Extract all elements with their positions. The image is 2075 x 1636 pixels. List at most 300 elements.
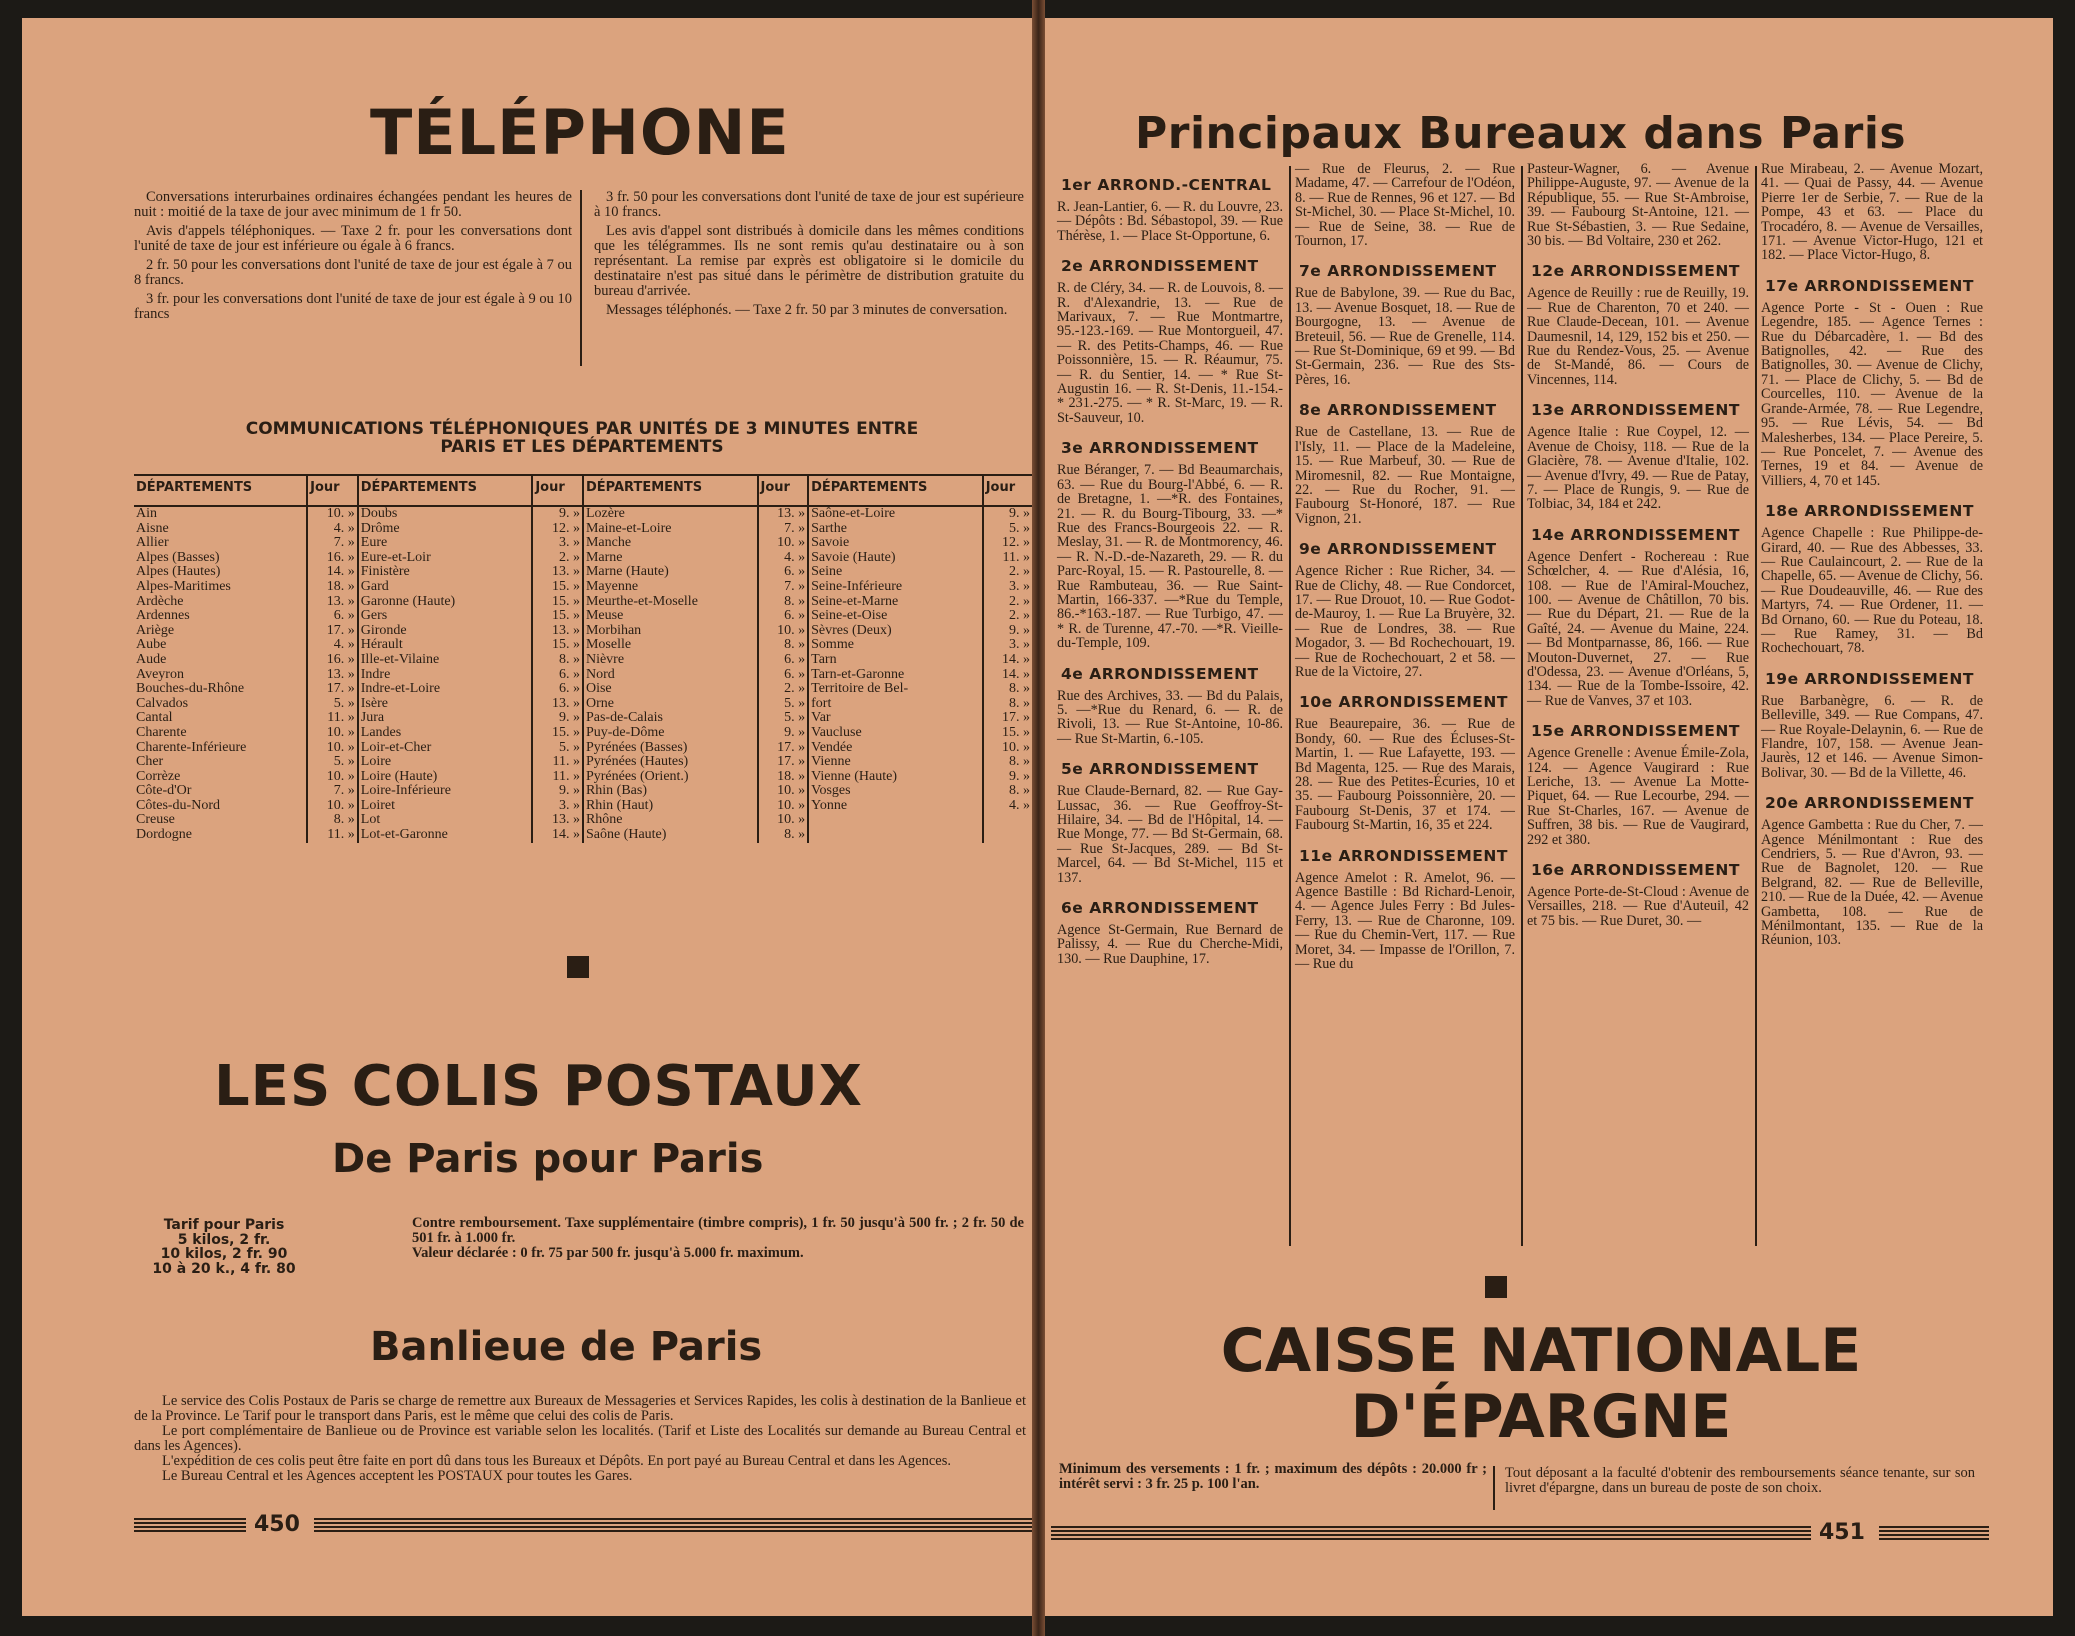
dept-name-cell: Loire (Haute) bbox=[358, 770, 533, 785]
arrondissement-heading: 6e ARRONDISSEMENT bbox=[1061, 899, 1259, 918]
valeur-declaree-text: Valeur déclarée : 0 fr. 75 par 500 fr. jusqu'à 5.000 fr. maximum. bbox=[412, 1245, 804, 1261]
dept-rate-cell: 7. » bbox=[307, 784, 358, 799]
dept-rate-cell: 7. » bbox=[758, 580, 809, 595]
bureaux-title: Principaux Bureaux dans Paris bbox=[1135, 108, 1907, 159]
table-row bbox=[134, 536, 1032, 551]
tarif-line: 5 kilos, 2 fr. bbox=[177, 1231, 271, 1248]
dept-rate-cell: 8. » bbox=[307, 813, 358, 828]
dept-name-cell: Maine-et-Loire bbox=[583, 522, 758, 537]
dept-name-cell: Charente bbox=[136, 724, 187, 740]
table-row bbox=[134, 697, 1032, 712]
dept-rate-cell: 18. » bbox=[307, 580, 358, 595]
dept-name-cell: Cher bbox=[136, 754, 164, 770]
book-gutter bbox=[1032, 0, 1045, 1636]
dept-name-cell: Corrèze bbox=[136, 768, 181, 784]
bureaux-column-1 bbox=[1057, 162, 1283, 966]
bureau-list: — Rue de Fleurus, 2. — Rue Madame, 47. — Carrefour de l'Odéon, 8. — Rue de Rennes, 96 et 127. — Bd St-Michel, 30. — Place St-Michel, 10. — Rue de Seine, 38. — Rue de Tournon, 17. bbox=[1295, 161, 1515, 250]
intro-para: Les avis d'appel sont distribués à domicile dans les mêmes conditions que les télégrammes. Ils ne sont remis qu'au destinataire ou à son représentant. La remise par exprès est obligatoire si le domicile du destinataire n'est pas situé dans le périmètre de distribution gratuite du bureau d'arrivée. bbox=[594, 223, 1024, 299]
dept-rate-cell: 12. » bbox=[983, 536, 1032, 551]
remboursement-text: Contre remboursement. Taxe supplémentaire (timbre compris), 1 fr. 50 jusqu'à 500 fr. ; 2 fr. 50 de 501 fr. à 1.000 fr. bbox=[412, 1215, 1024, 1246]
dept-rate-cell: 6. » bbox=[307, 609, 358, 624]
dept-rate-cell: 3. » bbox=[532, 799, 583, 814]
arrondissement-heading: 12e ARRONDISSEMENT bbox=[1531, 262, 1740, 281]
table-row bbox=[134, 565, 1032, 580]
dept-rate-cell: 5. » bbox=[983, 522, 1032, 537]
dept-name-cell: Cantal bbox=[136, 710, 173, 726]
table-row bbox=[134, 799, 1032, 814]
dept-name-cell: Vienne bbox=[808, 755, 983, 770]
bureau-list: R. Jean-Lantier, 6. — R. du Louvre, 23. — Dépôts : Bd. Sébastopol, 39. — Rue Thérèse, 1. — Place St-Opportune, 6. bbox=[1057, 199, 1283, 244]
departments-table-body bbox=[134, 506, 1032, 843]
dept-rate-cell: 14. » bbox=[983, 668, 1032, 683]
arrondissement-heading: 3e ARRONDISSEMENT bbox=[1061, 439, 1259, 458]
footer-rule bbox=[1051, 1526, 1811, 1540]
dept-name-cell: Isère bbox=[358, 697, 533, 712]
dept-name-cell: Seine-et-Oise bbox=[808, 609, 983, 624]
dept-rate-cell: 5. » bbox=[758, 697, 809, 712]
section-bullet-icon bbox=[567, 956, 589, 978]
dept-name-cell: Vienne (Haute) bbox=[808, 770, 983, 785]
tarif-line: 10 kilos, 2 fr. 90 bbox=[160, 1246, 288, 1262]
dept-rate-cell: 11. » bbox=[532, 770, 583, 785]
dept-rate-cell: 8. » bbox=[983, 697, 1032, 712]
arrondissement-heading: 4e ARRONDISSEMENT bbox=[1061, 664, 1259, 683]
footer-rule bbox=[1879, 1526, 1989, 1540]
dept-rate-cell: 13. » bbox=[532, 565, 583, 580]
bureau-list: Agence Chapelle : Rue Philippe-de-Girard, 40. — Rue des Abbesses, 33. — Rue Caulaincourt, 2. — Rue de la Chapelle, 65. — Avenue de Clichy, 56. — Rue Doudeauville, 46. — Rue des Martyrs, 74. — Rue Ordener, 11. — Bd Ornano, 60. — Rue du Poteau, 18. — Rue Ramey, 31. — Bd Rochechouart, 78. bbox=[1761, 525, 1983, 657]
dept-rate-cell: 13. » bbox=[532, 697, 583, 712]
dept-rate-cell: 17. » bbox=[758, 755, 809, 770]
table-row bbox=[134, 609, 1032, 624]
epargne-divider bbox=[1493, 1466, 1495, 1510]
dept-name-cell: Eure-et-Loir bbox=[358, 551, 533, 566]
dept-name-cell: Saône-et-Loire bbox=[808, 506, 983, 522]
dept-rate-cell: 4. » bbox=[758, 551, 809, 566]
dept-name-cell: Doubs bbox=[358, 506, 533, 522]
dept-name-cell: Var bbox=[808, 711, 983, 726]
intro-para: 2 fr. 50 pour les conversations dont l'unité de taxe de jour est égale à 7 ou 8 francs. bbox=[134, 257, 572, 288]
dept-rate-cell: 15. » bbox=[532, 726, 583, 741]
dept-rate-cell: 13. » bbox=[758, 506, 809, 522]
departments-table-wrap bbox=[134, 474, 1032, 843]
dept-rate-cell: 3. » bbox=[983, 580, 1032, 595]
telephone-intro-col1 bbox=[134, 190, 572, 322]
dept-rate-cell: 13. » bbox=[532, 813, 583, 828]
col-header-jour: Jour bbox=[532, 475, 583, 506]
col-header-dept: DÉPARTEMENTS bbox=[134, 475, 307, 506]
dept-name-cell: Lozère bbox=[583, 506, 758, 522]
arrondissement-heading: 17e ARRONDISSEMENT bbox=[1765, 276, 1974, 295]
bureau-list: Rue Barbanègre, 6. — R. de Belleville, 349. — Rue Compans, 47. — Rue Royale-Delaynin, 6. — Rue de Flandre, 107, 158. — Avenue Jean-Jaurès, 12 et 146. — Avenue Simon-Bolivar, 30. — Bd de la Villette, 46. bbox=[1761, 692, 1983, 781]
epargne-left-text: Minimum des versements : 1 fr. ; maximum des dépôts : 20.000 fr ; intérêt servi : 3 fr. 25 p. 100 l'an. bbox=[1059, 1461, 1487, 1492]
table-row bbox=[134, 726, 1032, 741]
bureau-list: Rue Béranger, 7. — Bd Beaumarchais, 63. — Rue du Bourg-l'Abbé, 6. — R. de Bretagne, 1. —*R. des Fontaines, 21. — R. du Bourg-Tibourg, 33. —* Rue des Francs-Bourgeois 22. — R. Meslay, 31. — R. de Montmorency, 46. — R. N.-D.-de-Nazareth, 29. — R. du Parc-Royal, 15. — R. Pastourelle, 8. — Rue Rambuteau, 36. — Rue Saint-Martin, 166-337. —*Rue du Temple, 86.-*163.-187. — Rue Turbigo, 47. — * R. de Turenne, 47.-70. —*R. Vieille-du-Temple, 109. bbox=[1057, 462, 1283, 652]
dept-rate-cell: 6. » bbox=[532, 682, 583, 697]
dept-rate-cell: 9. » bbox=[758, 726, 809, 741]
dept-rate-cell: 10. » bbox=[307, 770, 358, 785]
dept-name-cell: Hérault bbox=[358, 638, 533, 653]
dept-rate-cell: 5. » bbox=[532, 741, 583, 756]
dept-rate-cell: 13. » bbox=[307, 668, 358, 683]
bureau-list: Agence Porte - St - Ouen : Rue Legendre, 185. — Agence Ternes : Rue du Débarcadère, 1. — Bd des Batignolles, 42. — Rue des Batignolles, 30. — Avenue de Clichy, 71. — Place de Clichy, 5. — Bd de Courcelles, 110. — Avenue de la Grande-Armée, 78. — Rue Legendre, 95. — Rue Lévis, 54. — Bd Malesherbes, 134. — Place Pereire, 5. — Rue Poncelet, 7. — Avenue des Ternes, 19 et 84. — Avenue de Villiers, 4, 70 et 145. bbox=[1761, 299, 1983, 489]
table-row bbox=[134, 711, 1032, 726]
page-number: 451 bbox=[1819, 1520, 1865, 1545]
dept-rate-cell: 4. » bbox=[983, 799, 1032, 814]
dept-rate-cell: 10. » bbox=[758, 624, 809, 639]
dept-rate-cell: 14. » bbox=[307, 565, 358, 580]
dept-name-cell: Tarn-et-Garonne bbox=[808, 668, 983, 683]
dept-rate-cell: 15. » bbox=[532, 580, 583, 595]
dept-rate-cell: 15. » bbox=[532, 595, 583, 610]
dept-name-cell: Pas-de-Calais bbox=[583, 711, 758, 726]
bureau-list: Agence Italie : Rue Coypel, 12. — Avenue de Choisy, 118. — Rue de la Glacière, 78. — Avenue d'Italie, 102. — Avenue d'Ivry, 49. — Rue de Patay, 7. — Place de Rungis, 9. — Rue de Tolbiac, 34, 184 et 242. bbox=[1527, 424, 1749, 513]
table-header-row bbox=[134, 475, 1032, 506]
column-divider bbox=[1521, 166, 1523, 1246]
dept-name-cell: Saône (Haute) bbox=[583, 828, 758, 843]
dept-name-cell: Moselle bbox=[583, 638, 758, 653]
dept-name-cell: Aisne bbox=[136, 520, 169, 536]
dept-name-cell: Ardennes bbox=[136, 608, 190, 624]
dept-rate-cell: 2. » bbox=[532, 551, 583, 566]
dept-rate-cell: 3. » bbox=[532, 536, 583, 551]
dept-name-cell: Aveyron bbox=[136, 666, 184, 682]
dept-rate-cell: 10. » bbox=[758, 784, 809, 799]
dept-rate-cell: 13. » bbox=[532, 624, 583, 639]
dept-rate-cell: 6. » bbox=[532, 668, 583, 683]
bureau-list: Agence Grenelle : Avenue Émile-Zola, 124. — Agence Vaugirard : Rue Leriche, 13. — Avenue La Motte-Piquet, 64. — Rue Lecourbe, 294. — Rue St-Charles, 167. — Avenue de Suffren, 38 bis. — Rue de Vaugirard, 292 et 380. bbox=[1527, 745, 1749, 848]
dept-rate-cell: 17. » bbox=[307, 682, 358, 697]
dept-name-cell: Pyrénées (Basses) bbox=[583, 741, 758, 756]
arrondissement-heading: 9e ARRONDISSEMENT bbox=[1299, 540, 1497, 559]
dept-name-cell: Côte-d'Or bbox=[136, 783, 192, 799]
col-header-jour: Jour bbox=[758, 475, 809, 506]
table-row bbox=[134, 653, 1032, 668]
dept-rate-cell bbox=[983, 828, 1032, 843]
tarif-block bbox=[124, 1218, 324, 1276]
arrondissement-heading: 10e ARRONDISSEMENT bbox=[1299, 693, 1508, 712]
col-header-dept: DÉPARTEMENTS bbox=[583, 475, 758, 506]
dept-name-cell: Meuse bbox=[583, 609, 758, 624]
dept-name-cell: Nord bbox=[583, 668, 758, 683]
dept-rate-cell: 17. » bbox=[758, 741, 809, 756]
left-page bbox=[22, 18, 1032, 1616]
arrondissement-heading: 13e ARRONDISSEMENT bbox=[1531, 401, 1740, 420]
table-row bbox=[134, 770, 1032, 785]
dept-name-cell: Marne bbox=[583, 551, 758, 566]
dept-rate-cell: 10. » bbox=[983, 741, 1032, 756]
dept-rate-cell: 11. » bbox=[983, 551, 1032, 566]
bureau-list: Agence de Reuilly : rue de Reuilly, 19. — Rue de Charenton, 70 et 240. — Rue Claude-Decean, 101. — Avenue Daumesnil, 14, 129, 152 bis et 250. — Rue du Rendez-Vous, 25. — Avenue de St-Mandé, 86. — Cours de Vincennes, 114. bbox=[1527, 285, 1749, 388]
table-row bbox=[134, 522, 1032, 537]
col-header-jour: Jour bbox=[983, 475, 1032, 506]
dept-name-cell: Dordogne bbox=[136, 827, 192, 843]
dept-rate-cell: 9. » bbox=[983, 506, 1032, 522]
dept-name-cell: Finistère bbox=[358, 565, 533, 580]
dept-name-cell: Aude bbox=[136, 651, 167, 667]
banlieue-para: Le service des Colis Postaux de Paris se charge de remettre aux Bureaux de Messageries et Services Rapides, les colis à destination de la Banlieue et de la Province. Le Tarif pour le transport dans Paris, est le même que celui des colis de Paris. bbox=[134, 1393, 1026, 1424]
dept-rate-cell: 9. » bbox=[532, 506, 583, 522]
caisse-title bbox=[1141, 1318, 1941, 1450]
arrondissement-heading: 5e ARRONDISSEMENT bbox=[1061, 760, 1259, 779]
banlieue-para: Le Bureau Central et les Agences acceptent les POSTAUX pour toutes les Gares. bbox=[162, 1468, 633, 1484]
dept-name-cell: Manche bbox=[583, 536, 758, 551]
table-row bbox=[134, 624, 1032, 639]
dept-rate-cell: 2. » bbox=[758, 682, 809, 697]
table-row bbox=[134, 595, 1032, 610]
arrondissement-heading: 7e ARRONDISSEMENT bbox=[1299, 262, 1497, 281]
dept-name-cell: Yonne bbox=[808, 799, 983, 814]
dept-name-cell: Ariège bbox=[136, 622, 175, 638]
dept-name-cell: Pyrénées (Hautes) bbox=[583, 755, 758, 770]
dept-rate-cell: 2. » bbox=[983, 595, 1032, 610]
dept-rate-cell: 15. » bbox=[532, 638, 583, 653]
dept-name-cell: Gers bbox=[358, 609, 533, 624]
dept-rate-cell: 11. » bbox=[307, 711, 358, 726]
dept-name-cell: Rhin (Bas) bbox=[583, 784, 758, 799]
dept-rate-cell: 15. » bbox=[532, 609, 583, 624]
telephone-intro-col2 bbox=[594, 190, 1024, 318]
dept-rate-cell: 8. » bbox=[758, 828, 809, 843]
dept-name-cell: Alpes-Maritimes bbox=[136, 578, 231, 594]
intro-para: Messages téléphonés. — Taxe 2 fr. 50 par 3 minutes de conversation. bbox=[606, 302, 1008, 318]
table-row bbox=[134, 828, 1032, 843]
bureau-list: Rue Claude-Bernard, 82. — Rue Gay-Lussac, 36. — Rue Geoffroy-St-Hilaire, 34. — Bd de l'Hôpital, 14. — Rue Monge, 77. — Bd St-Germain, 68. — Rue St-Jacques, 289. — Bd St-Marcel, 64. — Bd St-Michel, 115 et 137. bbox=[1057, 783, 1283, 886]
dept-rate-cell: 7. » bbox=[758, 522, 809, 537]
dept-rate-cell: 5. » bbox=[758, 711, 809, 726]
table-row bbox=[134, 668, 1032, 683]
bureaux-column-4 bbox=[1761, 162, 1983, 948]
table-row bbox=[134, 741, 1032, 756]
table-row bbox=[134, 551, 1032, 566]
table-row bbox=[134, 506, 1032, 522]
dept-name-cell: Orne bbox=[583, 697, 758, 712]
arrondissement-heading: 19e ARRONDISSEMENT bbox=[1765, 669, 1974, 688]
dept-name-cell: Ardèche bbox=[136, 593, 184, 609]
intro-para: Avis d'appels téléphoniques. — Taxe 2 fr. pour les conversations dont l'unité de taxe de jour est inférieure ou égale à 6 francs. bbox=[134, 223, 572, 254]
tarif-line: Tarif pour Paris bbox=[163, 1217, 285, 1233]
bureau-list: Rue des Archives, 33. — Bd du Palais, 5. —*Rue du Renard, 6. — R. de Rivoli, 13. — Rue St-Antoine, 10-86. — Rue St-Martin, 6.-105. bbox=[1057, 687, 1283, 747]
intro-para: Conversations interurbaines ordinaires échangées pendant les heures de nuit : moitié de la taxe de jour avec minimum de 1 fr 50. bbox=[134, 189, 572, 220]
dept-name-cell: Marne (Haute) bbox=[583, 565, 758, 580]
arrondissement-heading: 1er ARROND.-CENTRAL bbox=[1061, 176, 1272, 194]
dept-rate-cell: 10. » bbox=[307, 799, 358, 814]
communications-title bbox=[132, 420, 1032, 456]
dept-name-cell: Sèvres (Deux) bbox=[808, 624, 983, 639]
table-row bbox=[134, 755, 1032, 770]
dept-name-cell: Loiret bbox=[358, 799, 533, 814]
dept-rate-cell: 8. » bbox=[983, 755, 1032, 770]
dept-rate-cell: 8. » bbox=[758, 595, 809, 610]
dept-name-cell: Garonne (Haute) bbox=[358, 595, 533, 610]
dept-name-cell: Vosges bbox=[808, 784, 983, 799]
dept-name-cell: Loir-et-Cher bbox=[358, 741, 533, 756]
bureau-list: Pasteur-Wagner, 6. — Avenue Philippe-Auguste, 97. — Avenue de la République, 55. — Rue St-Ambroise, 39. — Faubourg St-Antoine, 121. — Rue St-Sébastien, 3. — Rue Sedaine, 30 bis. — Bd Voltaire, 230 et 262. bbox=[1527, 161, 1749, 250]
dept-rate-cell: 10. » bbox=[758, 813, 809, 828]
tarif-line: 10 à 20 k., 4 fr. 80 bbox=[152, 1260, 296, 1277]
dept-rate-cell: 10. » bbox=[307, 506, 358, 522]
bureau-list: Agence Richer : Rue Richer, 34. — Rue de Clichy, 48. — Rue Condorcet, 17. — Rue Drouot, 10. — Rue Godot-de-Mauroy, 1. — Rue La Bruyère, 32. — Rue de Londres, 38. — Rue Mogador, 3. — Bd Rochechouart, 19. — Rue de Rochechouart, 2 et 58. — Rue de la Victoire, 27. bbox=[1295, 563, 1515, 680]
dept-rate-cell: 18. » bbox=[758, 770, 809, 785]
dept-name-cell: Allier bbox=[136, 535, 169, 551]
dept-name-cell: Loire bbox=[358, 755, 533, 770]
arrondissement-heading: 2e ARRONDISSEMENT bbox=[1061, 257, 1259, 276]
dept-name-cell: Ain bbox=[136, 506, 157, 521]
dept-name-cell: Landes bbox=[358, 726, 533, 741]
dept-name-cell: Puy-de-Dôme bbox=[583, 726, 758, 741]
dept-name-cell: Calvados bbox=[136, 695, 189, 711]
dept-rate-cell: 6. » bbox=[758, 653, 809, 668]
dept-rate-cell: 5. » bbox=[307, 755, 358, 770]
table-row bbox=[134, 580, 1032, 595]
right-page bbox=[1045, 18, 2053, 1616]
section-bullet-icon bbox=[1485, 1276, 1507, 1298]
dept-rate-cell: 11. » bbox=[532, 755, 583, 770]
dept-rate-cell: 8. » bbox=[983, 682, 1032, 697]
dept-name-cell: Loire-Inférieure bbox=[358, 784, 533, 799]
dept-rate-cell: 9. » bbox=[532, 784, 583, 799]
dept-name-cell: Vendée bbox=[808, 741, 983, 756]
page-number: 450 bbox=[254, 1512, 300, 1537]
dept-rate-cell bbox=[983, 813, 1032, 828]
dept-name-cell: Tarn bbox=[808, 653, 983, 668]
bureau-list: R. de Cléry, 34. — R. de Louvois, 8. — R. d'Alexandrie, 13. — Rue de Marivaux, 7. — Rue Montmartre, 95.-123.-169. — Rue Montorgueil, 47. — R. des Petits-Champs, 46. — Rue Poissonnière, 15. — R. Réaumur, 75. — R. du Sentier, 14. — * Rue St-Augustin 16. — R. St-Denis, 11.-154.-* 231.-275. — * R. St-Marc, 19. — R. St-Sauveur, 10. bbox=[1057, 280, 1283, 426]
banlieue-text bbox=[134, 1394, 1026, 1484]
bureau-list: Rue Mirabeau, 2. — Avenue Mozart, 41. — Quai de Passy, 44. — Avenue Pierre 1er de Serbie, 7. — Rue de la Pompe, 43 et 63. — Place du Trocadéro, 8. — Avenue de Versailles, 171. — Avenue Victor-Hugo, 121 et 182. — Place Victor-Hugo, 8. bbox=[1761, 161, 1983, 264]
intro-divider bbox=[580, 190, 582, 366]
dept-name-cell: Pyrénées (Orient.) bbox=[583, 770, 758, 785]
dept-rate-cell: 2. » bbox=[983, 609, 1032, 624]
dept-name-cell: Savoie (Haute) bbox=[808, 551, 983, 566]
dept-rate-cell: 5. » bbox=[307, 697, 358, 712]
dept-name-cell: Vaucluse bbox=[808, 726, 983, 741]
dept-name-cell: Sarthe bbox=[808, 522, 983, 537]
arrondissement-heading: 14e ARRONDISSEMENT bbox=[1531, 525, 1740, 544]
dept-rate-cell: 10. » bbox=[758, 536, 809, 551]
dept-rate-cell: 15. » bbox=[983, 726, 1032, 741]
dept-name-cell: Charente-Inférieure bbox=[136, 739, 247, 755]
dept-rate-cell: 10. » bbox=[307, 726, 358, 741]
dept-name-cell: Meurthe-et-Moselle bbox=[583, 595, 758, 610]
dept-name-cell: Aube bbox=[136, 637, 167, 653]
column-divider bbox=[1755, 166, 1757, 1246]
dept-rate-cell: 14. » bbox=[532, 828, 583, 843]
bureaux-column-2 bbox=[1295, 162, 1515, 971]
dept-name-cell bbox=[808, 813, 983, 828]
banlieue-title: Banlieue de Paris bbox=[370, 1324, 763, 1370]
dept-name-cell: Jura bbox=[358, 711, 533, 726]
dept-rate-cell: 17. » bbox=[983, 711, 1032, 726]
dept-name-cell: Ille-et-Vilaine bbox=[358, 653, 533, 668]
colis-subtitle: De Paris pour Paris bbox=[332, 1136, 764, 1182]
dept-name-cell: Lot bbox=[358, 813, 533, 828]
telephone-title: TÉLÉPHONE bbox=[370, 96, 790, 169]
bureau-list: Rue de Babylone, 39. — Rue du Bac, 13. — Avenue Bosquet, 18. — Rue de Bourgogne, 13. — Avenue de Breteuil, 56. — Rue de Grenelle, 114. — Rue St-Dominique, 69 et 99. — Bd St-Germain, 236. — Rue des Sts-Pères, 16. bbox=[1295, 285, 1515, 388]
communications-title-line: COMMUNICATIONS TÉLÉPHONIQUES PAR UNITÉS DE 3 MINUTES ENTRE bbox=[245, 419, 919, 439]
dept-name-cell: Rhône bbox=[583, 813, 758, 828]
dept-name-cell: Alpes (Hautes) bbox=[136, 564, 221, 580]
dept-rate-cell: 6. » bbox=[758, 609, 809, 624]
dept-name-cell: Seine-et-Marne bbox=[808, 595, 983, 610]
dept-rate-cell: 14. » bbox=[983, 653, 1032, 668]
departments-table bbox=[134, 474, 1032, 843]
table-row bbox=[134, 638, 1032, 653]
dept-name-cell: Creuse bbox=[136, 812, 175, 828]
dept-name-cell: Gard bbox=[358, 580, 533, 595]
dept-rate-cell: 4. » bbox=[307, 522, 358, 537]
dept-rate-cell: 9. » bbox=[532, 711, 583, 726]
dept-name-cell: Gironde bbox=[358, 624, 533, 639]
dept-rate-cell: 8. » bbox=[532, 653, 583, 668]
dept-name-cell: Alpes (Basses) bbox=[136, 549, 220, 565]
arrondissement-heading: 11e ARRONDISSEMENT bbox=[1299, 846, 1508, 865]
bureaux-column-3 bbox=[1527, 162, 1749, 928]
dept-name-cell: Savoie bbox=[808, 536, 983, 551]
dept-name-cell bbox=[808, 828, 983, 843]
dept-name-cell: Rhin (Haut) bbox=[583, 799, 758, 814]
dept-rate-cell: 16. » bbox=[307, 551, 358, 566]
footer-rule bbox=[314, 1518, 1032, 1532]
table-row bbox=[134, 784, 1032, 799]
bureau-list: Rue de Castellane, 13. — Rue de l'Isly, 11. — Place de la Madeleine, 15. — Rue Marbeuf, 30. — Rue de Miromesnil, 82. — Rue Montaigne, 22. — Rue du Rocher, 91. — Faubourg St-Honoré, 187. — Rue Vignon, 21. bbox=[1295, 424, 1515, 527]
dept-name-cell: Bouches-du-Rhône bbox=[136, 681, 245, 697]
colis-title: LES COLIS POSTAUX bbox=[214, 1054, 863, 1119]
dept-rate-cell: 9. » bbox=[983, 624, 1032, 639]
table-row bbox=[134, 682, 1032, 697]
bureau-list: Agence Porte-de-St-Cloud : Avenue de Versailles, 218. — Rue d'Auteuil, 42 et 75 bis. — Rue Duret, 30. — bbox=[1527, 884, 1749, 929]
dept-name-cell: Côtes-du-Nord bbox=[136, 797, 220, 813]
col-header-dept: DÉPARTEMENTS bbox=[358, 475, 533, 506]
dept-rate-cell: 12. » bbox=[532, 522, 583, 537]
bureau-list: Agence St-Germain, Rue Bernard de Palissy, 4. — Rue du Cherche-Midi, 130. — Rue Dauphine, 17. bbox=[1057, 922, 1283, 967]
dept-name-cell: Oise bbox=[583, 682, 758, 697]
dept-name-cell: fort bbox=[808, 697, 983, 712]
dept-name-cell: Seine-Inférieure bbox=[808, 580, 983, 595]
dept-rate-cell: 9. » bbox=[983, 770, 1032, 785]
dept-rate-cell: 2. » bbox=[983, 565, 1032, 580]
intro-para: 3 fr. pour les conversations dont l'unité de taxe de jour est égale à 9 ou 10 francs bbox=[134, 291, 572, 322]
bureau-list: Agence Gambetta : Rue du Cher, 7. — Agence Ménilmontant : Rue des Cendriers, 5. — Rue d'Avron, 93. — Rue de Bagnolet, 120. — Rue Belgrand, 82. — Rue de Belleville, 210. — Rue de la Duée, 42. — Avenue Gambetta, 108. — Rue de Ménilmontant, 135. — Rue de la Réunion, 103. bbox=[1761, 817, 1983, 949]
dept-name-cell: Indre bbox=[358, 668, 533, 683]
dept-rate-cell: 10. » bbox=[758, 799, 809, 814]
banlieue-para: L'expédition de ces colis peut être faite en port dû dans tous les Bureaux et Dépôts. En port payé au Bureau Central et dans les Agences. bbox=[162, 1453, 951, 1469]
arrondissement-heading: 16e ARRONDISSEMENT bbox=[1531, 861, 1740, 880]
arrondissement-heading: 20e ARRONDISSEMENT bbox=[1765, 794, 1974, 813]
dept-rate-cell: 11. » bbox=[307, 828, 358, 843]
arrondissement-heading: 18e ARRONDISSEMENT bbox=[1765, 502, 1974, 521]
caisse-title-line: D'ÉPARGNE bbox=[1350, 1382, 1732, 1452]
table-row bbox=[134, 813, 1032, 828]
dept-name-cell: Indre-et-Loire bbox=[358, 682, 533, 697]
dept-rate-cell: 17. » bbox=[307, 624, 358, 639]
dept-name-cell: Territoire de Bel- bbox=[808, 682, 983, 697]
arrondissement-heading: 8e ARRONDISSEMENT bbox=[1299, 401, 1497, 420]
dept-name-cell: Mayenne bbox=[583, 580, 758, 595]
dept-name-cell: Seine bbox=[808, 565, 983, 580]
dept-name-cell: Somme bbox=[808, 638, 983, 653]
dept-rate-cell: 16. » bbox=[307, 653, 358, 668]
banlieue-para: Le port complémentaire de Banlieue ou de Province est variable selon les localités. (Tarif et Liste des Localités sur demande au Bureau Central et dans les Agences). bbox=[134, 1423, 1026, 1454]
dept-rate-cell: 6. » bbox=[758, 668, 809, 683]
col-header-dept: DÉPARTEMENTS bbox=[808, 475, 983, 506]
dept-name-cell: Nièvre bbox=[583, 653, 758, 668]
dept-name-cell: Morbihan bbox=[583, 624, 758, 639]
bureau-list: Rue Beaurepaire, 36. — Rue de Bondy, 60. — Rue des Écluses-St-Martin, 1. — Rue Lafayette, 193. — Bd Magenta, 125. — Rue des Marais, 28. — Rue des Petites-Écuries, 10 et 35. — Faubourg Poissonnière, 20. — Faubourg St-Denis, 37 et 174. — Faubourg St-Martin, 16, 35 et 224. bbox=[1295, 716, 1515, 834]
dept-rate-cell: 6. » bbox=[758, 565, 809, 580]
dept-rate-cell: 8. » bbox=[983, 784, 1032, 799]
communications-title-line: PARIS ET LES DÉPARTEMENTS bbox=[440, 437, 724, 457]
epargne-right-text: Tout déposant a la faculté d'obtenir des remboursements séance tenante, sur son livret d'épargne, dans un bureau de poste de son choix. bbox=[1505, 1465, 1975, 1496]
column-divider bbox=[1289, 166, 1291, 1246]
